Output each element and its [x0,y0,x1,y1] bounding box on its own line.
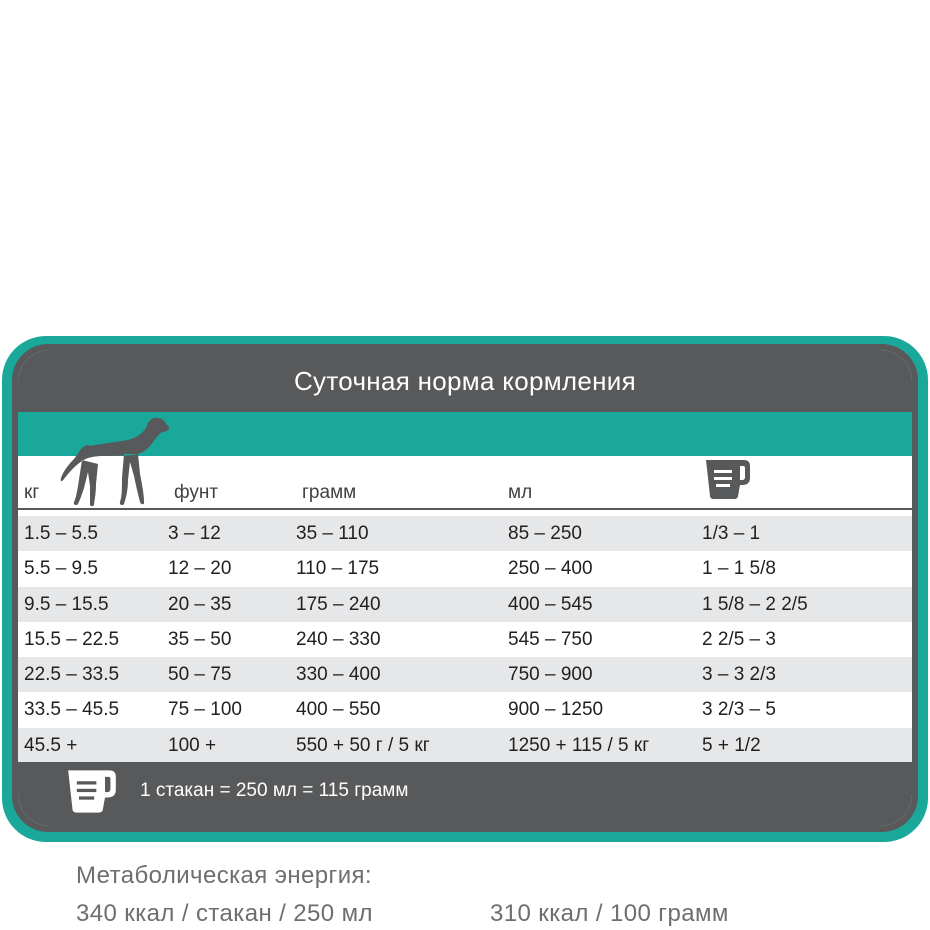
cell-weight-lb: 3 – 12 [168,523,221,544]
cell-weight-lb: 20 – 35 [168,593,232,615]
cell-weight-kg: 1.5 – 5.5 [24,523,98,544]
cell-amount-gram: 240 – 330 [296,628,381,650]
cell-amount-cups: 1 – 1 5/8 [702,558,776,580]
cell-weight-lb: 35 – 50 [168,628,232,650]
cell-amount-ml: 250 – 400 [508,558,593,580]
cell-amount-ml: 85 – 250 [508,523,582,544]
cell-amount-cups: 3 – 3 2/3 [702,664,776,686]
cell-weight-kg: 15.5 – 22.5 [24,628,120,650]
cell-weight-lb: 100 + [168,734,217,756]
cell-amount-gram: 110 – 175 [296,558,380,580]
table-title: Суточная норма кормления [293,365,637,396]
cup-equivalence: 1 стакан = 250 мл = 115 грамм [140,780,409,801]
cell-weight-lb: 12 – 20 [168,558,232,580]
cell-weight-kg: 33.5 – 45.5 [24,699,120,721]
footer-bar [18,762,912,826]
header-ml: мл [508,482,533,503]
card-border [12,344,918,832]
table-header [18,456,912,510]
table-body [18,516,912,763]
cell-amount-cups: 2 2/5 – 3 [702,628,776,650]
cell-amount-cups: 1/3 – 1 [702,523,761,544]
cell-amount-gram: 400 – 550 [296,699,381,721]
table-row [18,516,912,551]
header-lb: фунт [174,482,219,503]
header-gram: грамм [302,482,357,503]
table-row [18,551,912,586]
cell-weight-lb: 75 – 100 [168,699,242,721]
title-bar [18,350,912,412]
cell-weight-kg: 45.5 + [24,734,78,756]
cell-amount-ml: 750 – 900 [508,664,593,686]
table-row [18,728,912,763]
cell-amount-cups: 5 + 1/2 [702,734,761,756]
cell-amount-gram: 175 – 240 [296,593,381,615]
table-row [18,692,912,727]
cell-amount-ml: 400 – 545 [508,593,593,615]
cell-amount-gram: 550 + 50 г / 5 кг [296,734,430,756]
cell-amount-cups: 1 5/8 – 2 2/5 [702,593,808,615]
energy-per-cup: 340 ккал / стакан / 250 мл [76,900,373,927]
measuring-cup-icon [66,768,118,814]
cell-amount-ml: 900 – 1250 [508,699,604,721]
cell-weight-kg: 22.5 – 33.5 [24,664,120,686]
cell-amount-gram: 330 – 400 [296,664,381,686]
measuring-cup-icon [704,458,752,500]
header-kg: кг [24,482,40,503]
feeding-table-card [2,336,928,842]
card-body [18,350,912,826]
cell-weight-lb: 50 – 75 [168,664,232,686]
table-row [18,587,912,622]
table-row [18,622,912,657]
cell-weight-kg: 9.5 – 15.5 [24,593,109,615]
cell-amount-cups: 3 2/3 – 5 [702,699,776,721]
cell-amount-gram: 35 – 110 [296,523,369,544]
cell-amount-ml: 1250 + 115 / 5 кг [508,734,650,756]
cell-amount-ml: 545 – 750 [508,628,593,650]
energy-label: Метаболическая энергия: [76,862,372,889]
table-row [18,657,912,692]
cell-weight-kg: 5.5 – 9.5 [24,558,98,580]
energy-per-100g: 310 ккал / 100 грамм [490,900,729,927]
